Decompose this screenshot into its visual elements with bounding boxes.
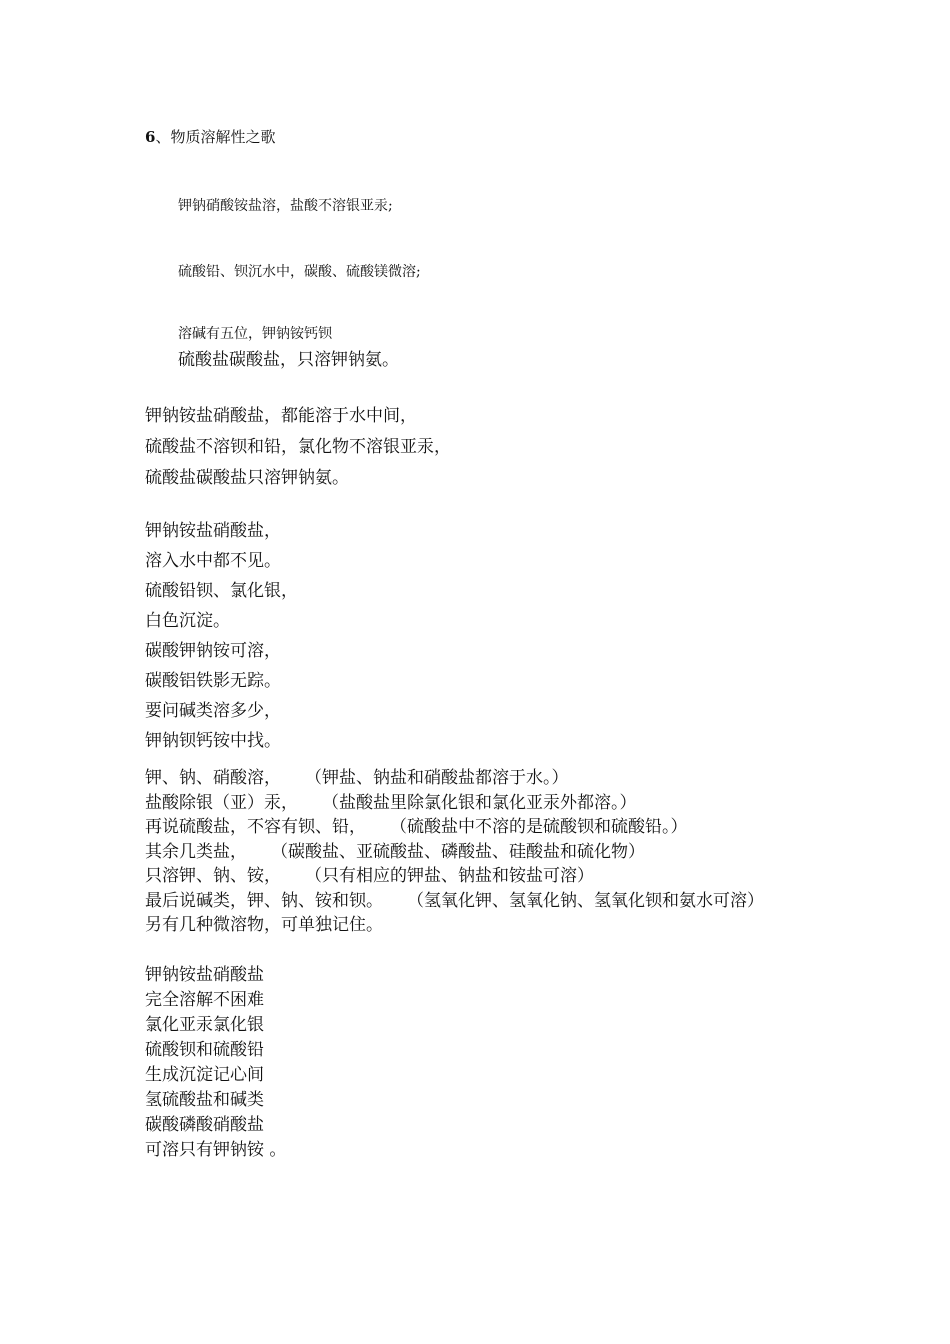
song2-line: 要问碱类溶多少， — [145, 701, 281, 721]
intro-line-4: 硫酸盐碳酸盐，只溶钾钠氨。 — [178, 350, 399, 370]
song3-verse: 最后说碱类，钾、钠、铵和钡。 — [145, 890, 383, 911]
song3-note: （硫酸盐中不溶的是硫酸钡和硫酸铅。） — [390, 817, 688, 837]
song2-line: 钾钠铵盐硝酸盐， — [145, 521, 281, 541]
song3-note: （只有相应的钾盐、钠盐和铵盐可溶） — [305, 866, 594, 886]
section-number: 6 — [145, 128, 156, 146]
song4-line: 完全溶解不困难 — [145, 990, 264, 1010]
song3-line — [145, 864, 764, 889]
song4-line: 碳酸磷酸硝酸盐 — [145, 1115, 264, 1135]
song3-verse: 再说硫酸盐，不容有钡、铅， — [145, 817, 366, 837]
song3-line — [145, 840, 764, 865]
song3-line — [145, 913, 764, 938]
song3-line — [145, 791, 764, 816]
song2-line: 碳酸铝铁影无踪。 — [145, 671, 281, 691]
song2-line: 硫酸铅钡、氯化银， — [145, 581, 298, 601]
intro-line-1: 钾钠硝酸铵盐溶，盐酸不溶银亚汞; — [178, 198, 393, 214]
song3-verse: 盐酸除银（亚）汞， — [145, 792, 298, 813]
song2-line: 溶入水中都不见。 — [145, 551, 281, 571]
section-heading — [145, 126, 275, 148]
intro-line-2: 硫酸铅、钡沉水中，碳酸、硫酸镁微溶; — [178, 264, 421, 280]
song4-line: 可溶只有钾钠铵 。 — [145, 1140, 287, 1160]
song3-verse: 其余几类盐， — [145, 841, 247, 862]
song3-line — [145, 815, 764, 840]
song4-line: 硫酸钡和硫酸铅 — [145, 1040, 264, 1060]
song3-verse: 钾、钠、硝酸溶， — [145, 768, 281, 788]
song3-note: （盐酸盐里除氯化银和氯化亚汞外都溶。） — [322, 792, 637, 813]
song3-line — [145, 889, 764, 914]
song2-line: 碳酸钾钠铵可溶， — [145, 641, 281, 661]
song2-line: 白色沉淀。 — [145, 611, 230, 631]
song3-verse: 只溶钾、钠、铵， — [145, 866, 281, 886]
song1-line: 钾钠铵盐硝酸盐，都能溶于水中间， — [145, 406, 417, 426]
song3-verse: 另有几种微溶物，可单独记住。 — [145, 915, 383, 935]
song-block-2 — [145, 516, 298, 756]
song4-line: 氯化亚汞氯化银 — [145, 1015, 264, 1035]
song-block-3 — [145, 766, 764, 938]
song1-line: 硫酸盐碳酸盐只溶钾钠氨。 — [145, 468, 349, 488]
song4-line: 生成沉淀记心间 — [145, 1065, 264, 1085]
song2-line: 钾钠钡钙铵中找。 — [145, 731, 281, 751]
song3-note: （碳酸盐、亚硫酸盐、磷酸盐、硅酸盐和硫化物） — [271, 841, 645, 862]
song1-line: 硫酸盐不溶钡和铅，氯化物不溶银亚汞， — [145, 437, 451, 457]
song3-note: （氢氧化钾、氢氧化钠、氢氧化钡和氨水可溶） — [407, 890, 764, 911]
intro-line-3: 溶碱有五位，钾钠铵钙钡 — [178, 326, 332, 342]
song4-line: 钾钠铵盐硝酸盐 — [145, 965, 264, 985]
song-block-1 — [145, 401, 451, 494]
section-title: 、物质溶解性之歌 — [155, 128, 276, 146]
song4-line: 氢硫酸盐和碱类 — [145, 1090, 264, 1110]
song-block-4 — [145, 963, 286, 1163]
song3-line — [145, 766, 764, 791]
song3-note: （钾盐、钠盐和硝酸盐都溶于水。） — [305, 768, 569, 788]
